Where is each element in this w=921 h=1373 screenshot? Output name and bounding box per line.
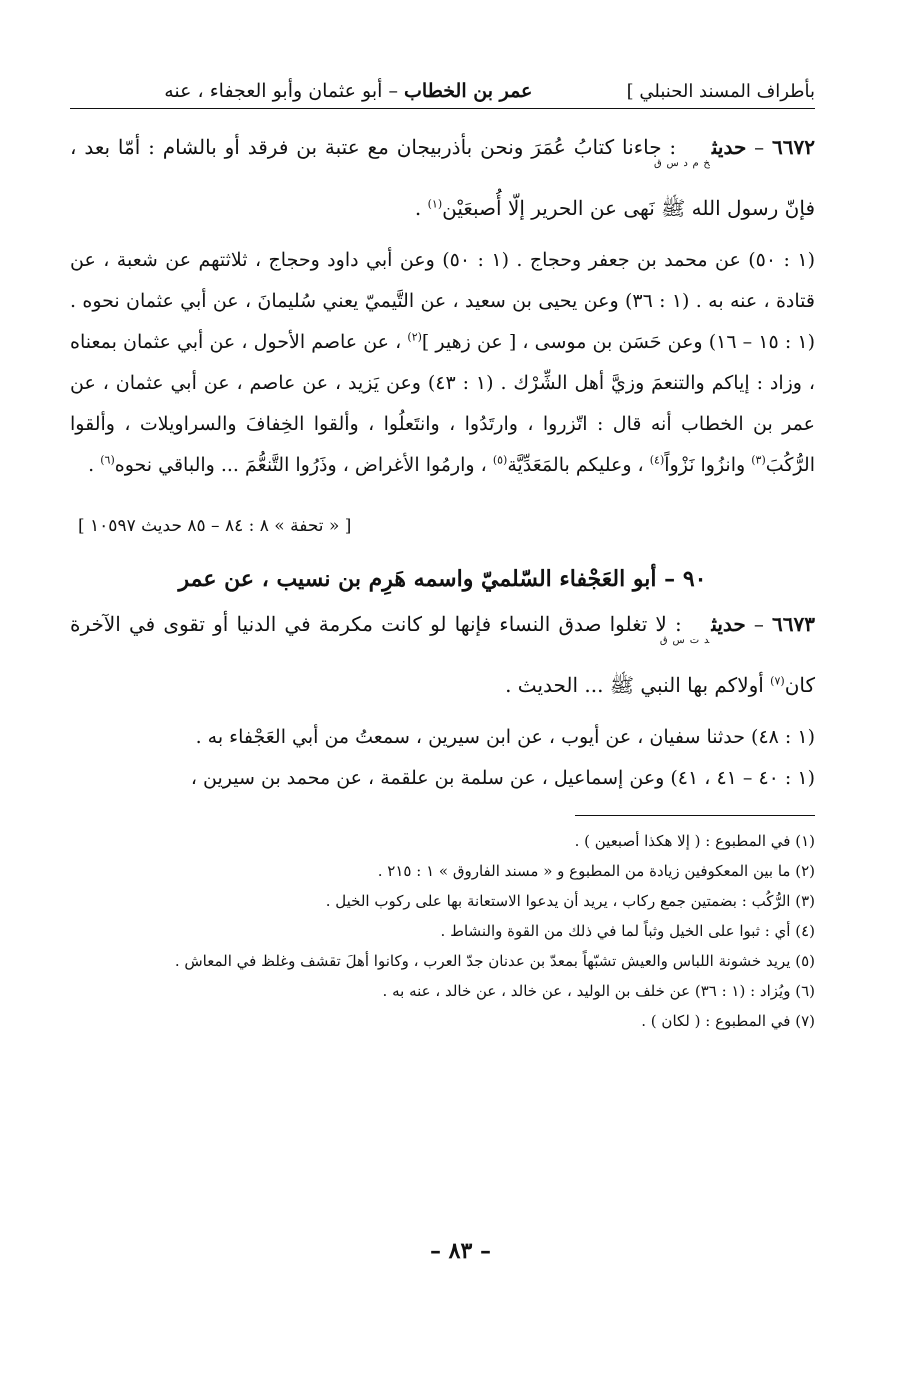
running-header: [70, 80, 815, 109]
isnad-text: ، وارمُوا الأغراض ، وذَرُوا التَّنعُّمَ ... والباقي نحوه: [114, 454, 493, 476]
hadith-text: : لا تغلوا صدق النساء فإنها لو كانت مكرمة في الدنيا أو تقوى في الآخرة كان: [70, 612, 815, 697]
footnote-3: (٣) الرُّكُب : بضمتين جمع ركاب ، يريد أن يدعوا الاستعانة بها على ركوب الخيل .: [325, 892, 815, 910]
section-heading: ٩٠ – أبو العَجْفاء السّلميّ واسمه هَرِم بن نسيب ، عن عمر: [178, 566, 707, 592]
isnad-6673: [70, 717, 815, 799]
hadith-text: : جاءنا كتابُ عُمَرَ ونحن بأذربيجان مع عتبة بن فرقد أو بالشام : أمّا بعد ، فإنّ رسول الله ﷺ نَهى عن الحرير إلّا أُصبعَيْن: [70, 135, 815, 220]
isnad-text-end: .: [88, 454, 101, 476]
footnote-ref-2: (٢): [407, 330, 422, 344]
footnote-6: (٦) ويُزاد : (١ : ٣٦) عن خلف بن الوليد ، عن خالد ، عن خالد ، عنه به .: [382, 982, 815, 1000]
header-musnad-name: عمر بن الخطاب: [404, 80, 533, 102]
header-musnad: [164, 80, 532, 102]
page-number: – ٨٣ –: [430, 1238, 491, 1264]
isnad-line: (١ : ٤٨) حدثنا سفيان ، عن أيوب ، عن ابن سيرين ، سمعتُ من أبي العَجْفاء به .: [195, 726, 815, 748]
footnotes: [70, 826, 815, 1036]
footnote-divider: [575, 815, 815, 816]
footnote-1: (١) في المطبوع : ( إلا هكذا أصبعين ) .: [574, 832, 815, 850]
header-book-title: بأطراف المسند الحنبلي ]: [626, 81, 815, 102]
footnote-7: (٧) في المطبوع : ( لكان ) .: [641, 1012, 815, 1030]
isnad-text: ، وعليكم بالمَعَدِّيَّة: [507, 454, 650, 476]
isnad-6672: [70, 240, 815, 486]
hadith-sigla: خ م د س ق: [654, 158, 710, 169]
hadith-keyword: حديث: [711, 135, 747, 159]
hadith-text-end: .: [414, 196, 428, 220]
footnote-ref-7: (٧): [770, 674, 785, 688]
footnote-5: (٥) يريد خشونة اللباس والعيش تشبّهاً بمعدّ بن عدنان جدّ العرب ، وكانوا أهلَ تقشف وغلظ في المعاش .: [174, 952, 815, 970]
hadith-number: ٦٦٧٣: [772, 612, 816, 636]
footnote-ref-6: (٦): [100, 453, 115, 467]
header-separator: –: [382, 80, 405, 102]
isnad-text: (١ : ٥٠) عن محمد بن جعفر وحجاج . (١ : ٥٠) وعن أبي داود وحجاج ، ثلاثتهم عن شعبة ، عن قتادة ، عنه به . (١ : ٣٦) وعن يحيى بن سعيد ، عن التَّيميّ يعني سُليمانَ ، عن أبي عثمان نحوه . (١ : ١٥ – ١٦) وعن حَسَن بن موسى ، [ عن زهير ]: [70, 249, 816, 353]
tuhfa-reference: [ « تحفة » ٨ : ٨٤ – ٨٥ حديث ١٠٥٩٧ ]: [78, 516, 352, 536]
header-narrators: أبو عثمان وأبو العجفاء ، عنه: [164, 80, 383, 102]
book-page: [70, 80, 815, 1036]
footnote-ref-4: (٤): [649, 453, 665, 467]
hadith-text-end: أولاكم بها النبي ﷺ ... الحديث .: [505, 673, 771, 697]
hadith-keyword: حديث: [711, 612, 746, 636]
hadith-dash: –: [745, 612, 773, 636]
footnote-4: (٤) أي : ثبوا على الخيل وثباً لما في ذلك من القوة والنشاط .: [440, 922, 815, 940]
footnote-ref-5: (٥): [492, 453, 508, 467]
hadith-sigla: د ت س ق: [659, 635, 710, 646]
hadith-6672: [70, 125, 815, 230]
isnad-line: (١ : ٤٠ – ٤١ ، ٤١) وعن إسماعيل ، عن سلمة بن علقمة ، عن محمد بن سيرين ،: [190, 767, 815, 789]
footnote-ref-1: (١): [427, 197, 443, 211]
footnote-2: (٢) ما بين المعكوفين زيادة من المطبوع و « مسند الفاروق » ١ : ٢١٥ .: [377, 862, 815, 880]
hadith-6673: [70, 602, 815, 707]
hadith-number: ٦٦٧٢: [772, 135, 816, 159]
isnad-text: وانزُوا نَزْواً: [664, 454, 752, 476]
hadith-dash: –: [746, 135, 773, 159]
footnote-ref-3: (٣): [751, 453, 766, 467]
isnad-text: ، عن عاصم الأحول ، عن أبي عثمان بمعناه ، وزاد : إياكم والتنعمَ وزيَّ أهل الشِّرْك . (١ : ٤٣) وعن يَزيد ، عن عاصم ، عن أبي عثمان ، عن عمر بن الخطاب أنه قال : اتّزروا ، وارتَدُوا ، وانتَعلُوا ، وألقوا الخِفافَ والسراويلات ، وألقوا الرُّكُبَ: [70, 331, 815, 476]
